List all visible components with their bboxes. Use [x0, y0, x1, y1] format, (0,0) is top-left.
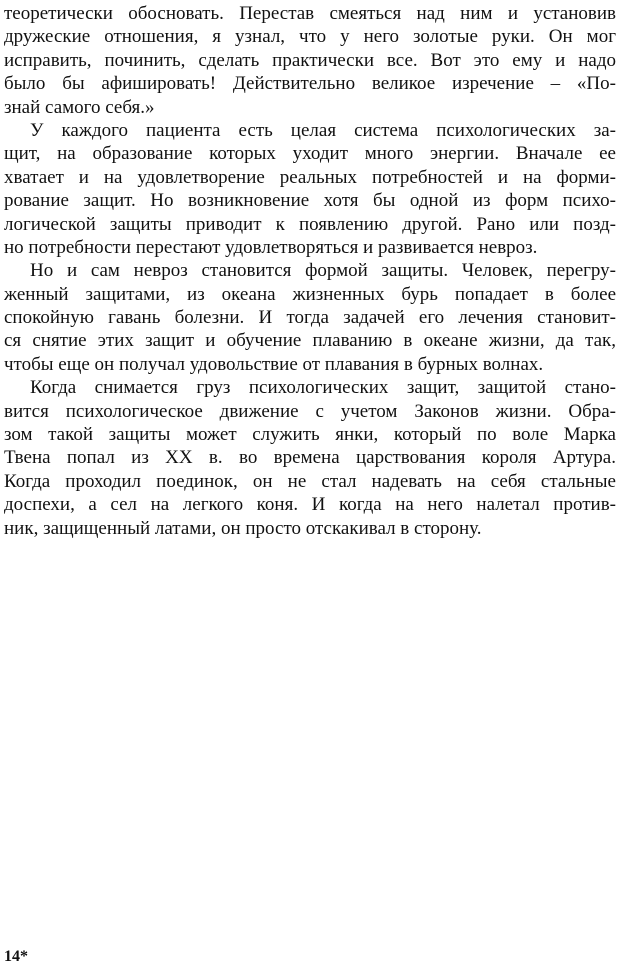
printer-signature: 14*: [4, 948, 28, 965]
text-line: щит, на образование которых уходит много энергии. Вначале ее: [4, 143, 616, 165]
body-text: [4, 2, 616, 540]
text-line: было бы афишировать! Действительно великое изречение – «По-: [4, 73, 616, 95]
text-line: доспехи, а сел на легкого коня. И когда на него налетал против-: [4, 494, 616, 516]
text-line: ник, защищенный латами, он просто отскакивал в сторону.: [4, 517, 482, 539]
text-line: исправить, починить, сделать практически все. Вот это ему и надо: [4, 49, 616, 71]
text-line: знай самого себя.»: [4, 96, 155, 118]
text-line: хватает и на удовлетворение реальных потребностей и на форми-: [4, 166, 616, 188]
text-line: женный защитами, из океана жизненных бурь попадает в более: [4, 283, 616, 305]
text-line: логической защиты приводит к появлению другой. Рано или позд-: [4, 213, 616, 235]
text-line: зом такой защиты может служить янки, который по воле Марка: [4, 424, 616, 446]
paragraph: [4, 119, 616, 259]
text-line: но потребности перестают удовлетворяться и развивается невроз.: [4, 236, 538, 258]
text-line: Твена попал из XX в. во времена царствования короля Артура.: [4, 447, 616, 469]
paragraph: [4, 259, 616, 376]
text-line: Но и сам невроз становится формой защиты. Человек, перегру-: [30, 260, 616, 282]
paragraph: [4, 376, 616, 540]
text-line: чтобы еще он получал удовольствие от плавания в бурных волнах.: [4, 353, 544, 375]
text-line: Когда проходил поединок, он не стал надевать на себя стальные: [4, 470, 616, 492]
text-line: дружеские отношения, я узнал, что у него золотые руки. Он мог: [4, 26, 616, 48]
text-line: У каждого пациента есть целая система психологических за-: [30, 119, 616, 141]
text-line: спокойную гавань болезни. И тогда задачей его лечения становит-: [4, 307, 616, 329]
text-line: ся снятие этих защит и обучение плаванию в океане жизни, да так,: [4, 330, 616, 352]
text-line: Когда снимается груз психологических защит, защитой стано-: [30, 377, 616, 399]
text-line: рование защит. Но возникновение хотя бы одной из форм психо-: [4, 190, 616, 212]
text-line: вится психологическое движение с учетом Законов жизни. Обра-: [4, 400, 616, 422]
text-line: теоретически обосновать. Перестав смеяться над ним и установив: [4, 3, 616, 24]
paragraph: [4, 2, 616, 119]
